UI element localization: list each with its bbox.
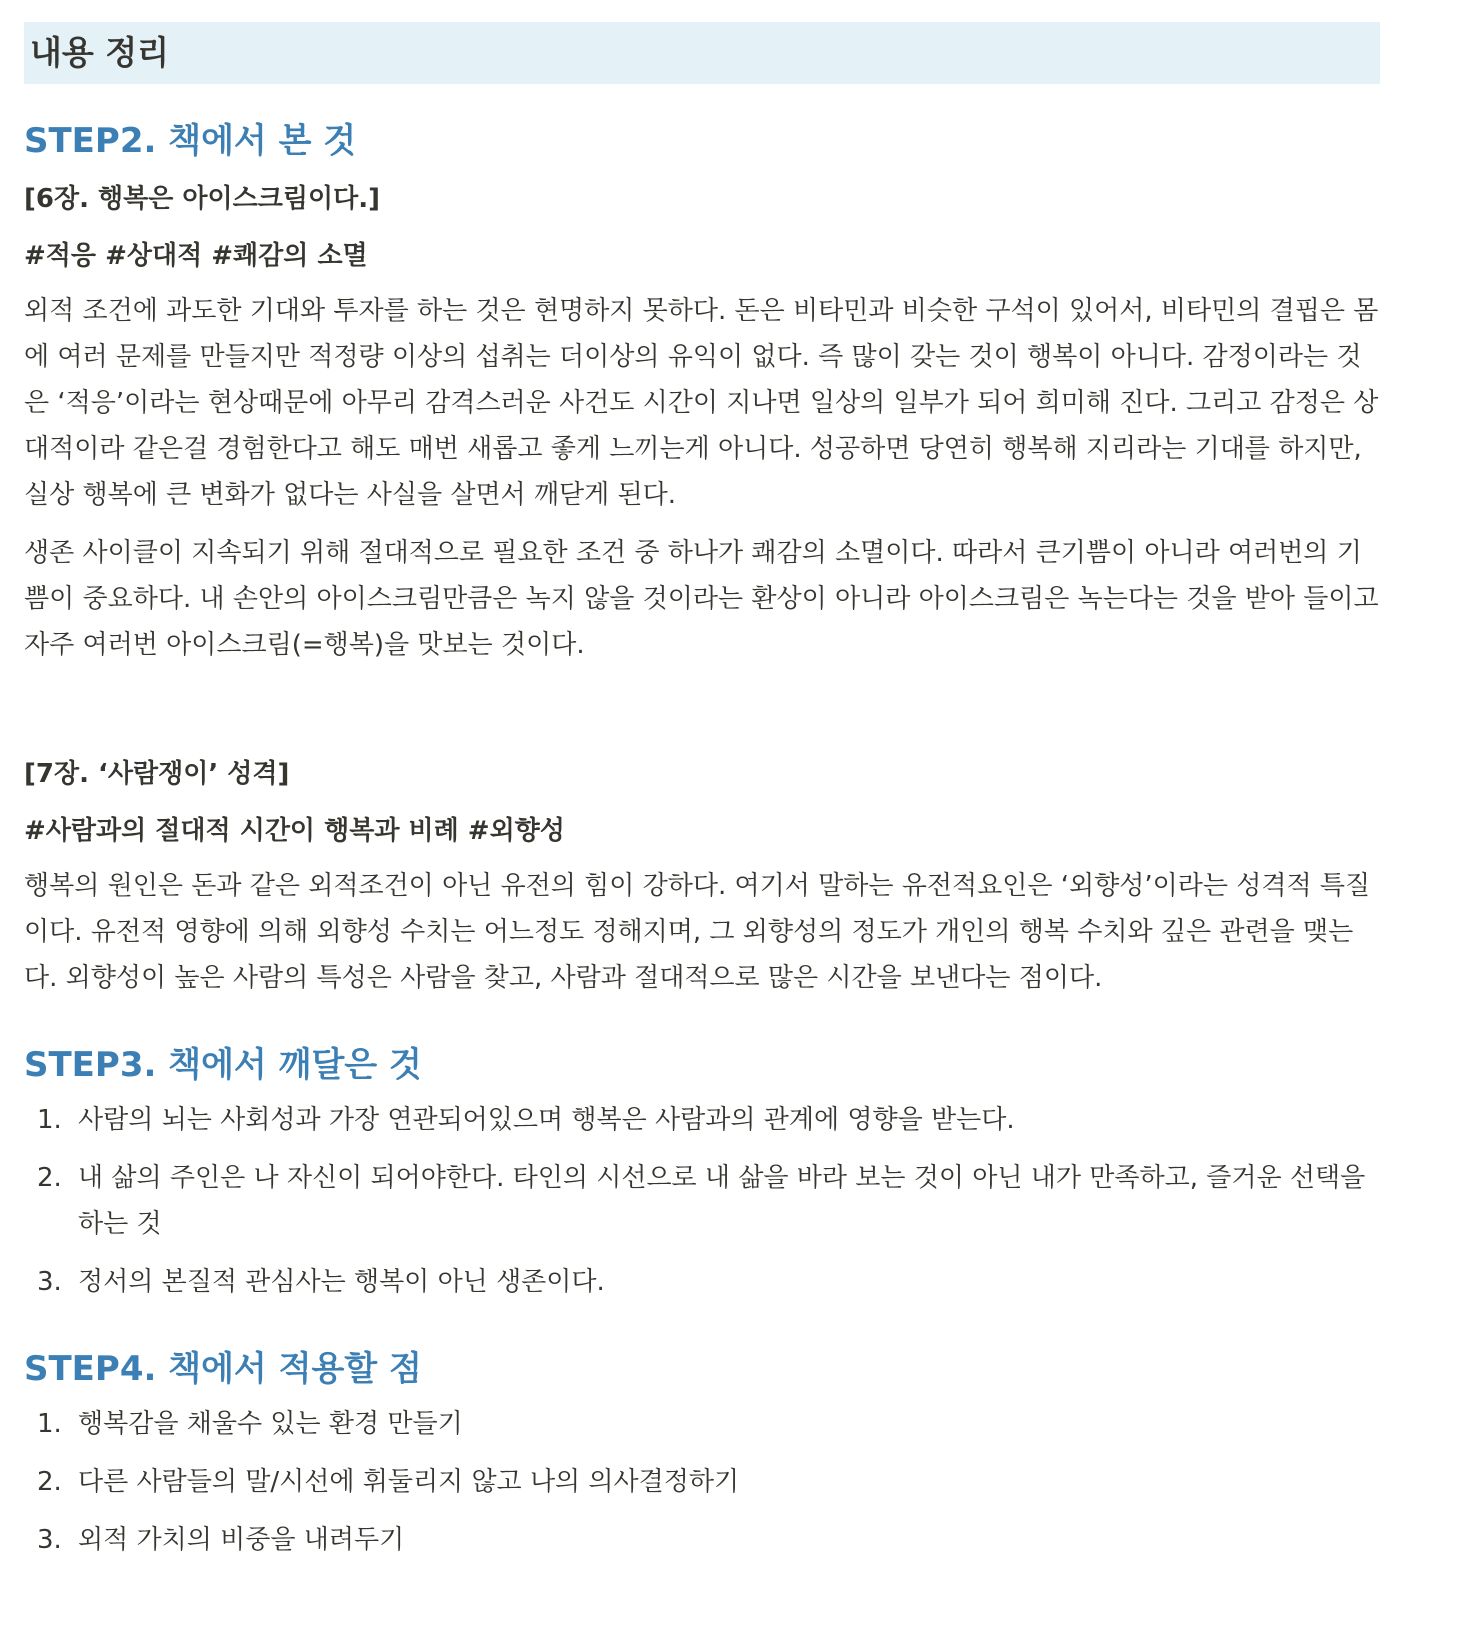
- list-item: [24, 1401, 1380, 1447]
- step4-list: [24, 1401, 1380, 1563]
- chapter7-tags: #사람과의 절대적 시간이 행복과 비례 #외향성: [24, 816, 565, 846]
- list-number: 1.: [37, 1409, 62, 1439]
- step3-heading: STEP3. 책에서 깨달은 것: [24, 1045, 422, 1085]
- list-text: 내 삶의 주인은 나 자신이 되어야한다. 타인의 시선으로 내 삶을 바라 보는 것이 아닌 내가 만족하고, 즐거운 선택을 하는 것: [78, 1163, 1366, 1239]
- list-number: 1.: [37, 1105, 62, 1135]
- list-number: 3.: [37, 1525, 62, 1555]
- list-text: 다른 사람들의 말/시선에 휘둘리지 않고 나의 의사결정하기: [78, 1467, 740, 1497]
- step2-heading: STEP2. 책에서 본 것: [24, 121, 357, 161]
- list-number: 3.: [37, 1267, 62, 1297]
- list-item: [24, 1517, 1380, 1563]
- page-title: 내용 정리: [24, 22, 1380, 84]
- list-text: 사람의 뇌는 사회성과 가장 연관되어있으며 행복은 사람과의 관계에 영향을 받는다.: [78, 1105, 1015, 1135]
- chapter6-title: [6장. 행복은 아이스크림이다.]: [24, 184, 380, 214]
- list-text: 정서의 본질적 관심사는 행복이 아닌 생존이다.: [78, 1267, 605, 1297]
- chapter7-paragraph-1: 행복의 원인은 돈과 같은 외적조건이 아닌 유전의 힘이 강하다. 여기서 말하는 유전적요인은 ‘외향성’이라는 성격적 특질이다. 유전적 영향에 의해 외향성 수치는 어느정도 정해지며, 그 외향성의 정도가 개인의 행복 수치와 깊은 관련을 맺는다. 외향성이 높은 사람의 특성은 사람을 찾고, 사람과 절대적으로 많은 시간을 보낸다는 점이다.: [24, 871, 1371, 993]
- list-text: 행복감을 채울수 있는 환경 만들기: [78, 1409, 463, 1439]
- step3-list: [24, 1097, 1380, 1305]
- list-number: 2.: [37, 1163, 62, 1193]
- list-item: [24, 1459, 1380, 1505]
- chapter7-title: [7장. ‘사람쟁이’ 성격]: [24, 759, 290, 789]
- list-item: [24, 1097, 1380, 1143]
- chapter6-paragraph-2: 생존 사이클이 지속되기 위해 절대적으로 필요한 조건 중 하나가 쾌감의 소멸이다. 따라서 큰기쁨이 아니라 여러번의 기쁨이 중요하다. 내 손안의 아이스크림만큼은 녹지 않을 것이라는 환상이 아니라 아이스크림은 녹는다는 것을 받아 들이고 자주 여러번 아이스크림(=행복)을 맛보는 것이다.: [24, 538, 1379, 660]
- chapter6-tags: #적응 #상대적 #쾌감의 소멸: [24, 241, 368, 271]
- document-page: [24, 22, 1380, 1563]
- step4-heading: STEP4. 책에서 적용할 점: [24, 1349, 422, 1389]
- list-item: [24, 1259, 1380, 1305]
- list-item: [24, 1155, 1380, 1247]
- list-text: 외적 가치의 비중을 내려두기: [78, 1525, 405, 1555]
- chapter6-paragraph-1: 외적 조건에 과도한 기대와 투자를 하는 것은 현명하지 못하다. 돈은 비타민과 비슷한 구석이 있어서, 비타민의 결핍은 몸에 여러 문제를 만들지만 적정량 이상의 섭취는 더이상의 유익이 없다. 즉 많이 갖는 것이 행복이 아니다. 감정이라는 것은 ‘적응’이라는 현상때문에 아무리 감격스러운 사건도 시간이 지나면 일상의 일부가 되어 희미해 진다. 그리고 감정은 상대적이라 같은걸 경험한다고 해도 매번 새롭고 좋게 느끼는게 아니다. 성공하면 당연히 행복해 지리라는 기대를 하지만, 실상 행복에 큰 변화가 없다는 사실을 살면서 깨닫게 된다.: [24, 296, 1379, 510]
- list-number: 2.: [37, 1467, 62, 1497]
